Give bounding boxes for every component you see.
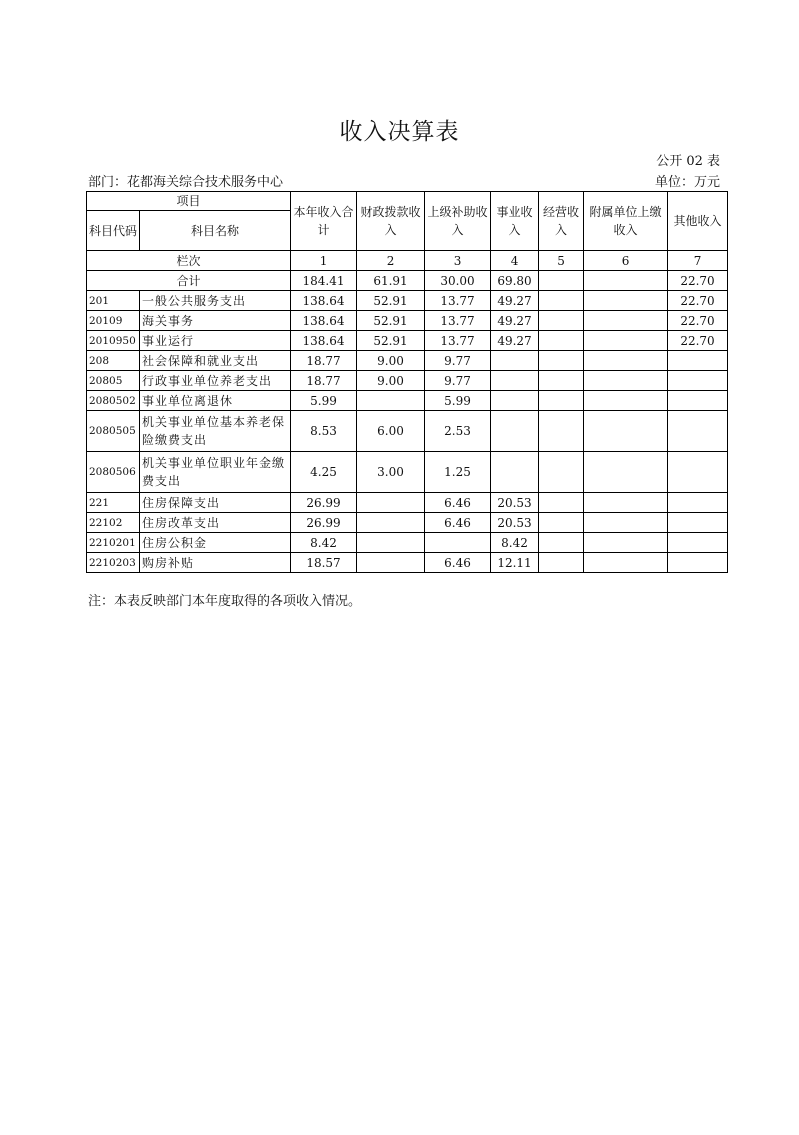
subject-code: 2210201 [87,533,140,553]
table-row [87,331,728,351]
amount-cell: 9.77 [425,351,491,371]
amount-cell [584,533,668,553]
amount-cell: 6.00 [357,411,425,452]
header-col1: 本年收入合计 [291,192,357,251]
header-col6: 附属单位上缴收入 [584,192,668,251]
amount-cell [584,331,668,351]
column-number: 6 [584,251,668,271]
page-title: 收入决算表 [339,119,460,145]
subject-name: 住房改革支出 [140,513,291,533]
amount-cell [584,291,668,311]
amount-cell [539,553,584,573]
amount-cell [584,493,668,513]
column-number-label: 栏次 [87,251,291,271]
amount-cell: 52.91 [357,311,425,331]
amount-cell: 9.00 [357,371,425,391]
amount-cell [668,351,728,371]
amount-cell [539,391,584,411]
amount-cell [491,371,539,391]
header-project: 项目 [87,192,291,211]
subject-code: 201 [87,291,140,311]
amount-cell [584,553,668,573]
table-row [87,411,728,452]
subject-name: 社会保障和就业支出 [140,351,291,371]
amount-cell [668,391,728,411]
column-number: 2 [357,251,425,271]
column-number-row [87,251,728,271]
department-label: 部门：花都海关综合技术服务中心 [88,175,284,190]
amount-cell: 9.77 [425,371,491,391]
amount-cell [491,411,539,452]
amount-cell: 26.99 [291,493,357,513]
amount-cell [357,553,425,573]
total-value [584,271,668,291]
unit-label: 单位：万元 [654,175,720,190]
subject-code: 20109 [87,311,140,331]
amount-cell [539,411,584,452]
subject-name: 机关事业单位基本养老保险缴费支出 [140,411,291,452]
header-col2: 财政拨款收入 [357,192,425,251]
amount-cell: 22.70 [668,311,728,331]
amount-cell [539,371,584,391]
total-value: 22.70 [668,271,728,291]
footnote: 注：本表反映部门本年度取得的各项收入情况。 [88,594,362,609]
subject-name: 一般公共服务支出 [140,291,291,311]
table-row [87,311,728,331]
amount-cell: 12.11 [491,553,539,573]
amount-cell: 3.00 [357,452,425,493]
total-value: 61.91 [357,271,425,291]
amount-cell: 26.99 [291,513,357,533]
subject-name: 机关事业单位职业年金缴费支出 [140,452,291,493]
amount-cell: 49.27 [491,291,539,311]
amount-cell [668,513,728,533]
subject-code: 20805 [87,371,140,391]
subject-code: 22102 [87,513,140,533]
amount-cell: 18.77 [291,371,357,391]
table-row [87,533,728,553]
amount-cell: 5.99 [425,391,491,411]
total-value: 69.80 [491,271,539,291]
amount-cell [539,513,584,533]
subject-code: 208 [87,351,140,371]
amount-cell: 8.42 [291,533,357,553]
total-row [87,271,728,291]
amount-cell: 52.91 [357,291,425,311]
total-label: 合计 [87,271,291,291]
total-value: 184.41 [291,271,357,291]
amount-cell [491,391,539,411]
amount-cell [668,533,728,553]
amount-cell: 22.70 [668,291,728,311]
header-code: 科目代码 [87,211,140,251]
subject-name: 住房保障支出 [140,493,291,513]
amount-cell: 5.99 [291,391,357,411]
amount-cell: 2.53 [425,411,491,452]
amount-cell [539,351,584,371]
subject-code: 2080502 [87,391,140,411]
amount-cell: 18.77 [291,351,357,371]
column-number: 3 [425,251,491,271]
amount-cell [539,452,584,493]
table-row [87,351,728,371]
amount-cell [357,493,425,513]
amount-cell: 1.25 [425,452,491,493]
amount-cell [584,311,668,331]
column-number: 7 [668,251,728,271]
amount-cell [584,391,668,411]
amount-cell: 22.70 [668,331,728,351]
amount-cell: 6.46 [425,513,491,533]
amount-cell [491,351,539,371]
subject-code: 2080505 [87,411,140,452]
subject-code: 2080506 [87,452,140,493]
amount-cell: 20.53 [491,513,539,533]
amount-cell: 8.42 [491,533,539,553]
header-name: 科目名称 [140,211,291,251]
amount-cell: 9.00 [357,351,425,371]
amount-cell: 52.91 [357,331,425,351]
amount-cell: 138.64 [291,291,357,311]
subject-name: 住房公积金 [140,533,291,553]
subject-name: 购房补贴 [140,553,291,573]
amount-cell [668,493,728,513]
total-value [539,271,584,291]
amount-cell: 13.77 [425,291,491,311]
table-row [87,493,728,513]
table-row [87,553,728,573]
amount-cell: 49.27 [491,311,539,331]
header-col3: 上级补助收入 [425,192,491,251]
subject-code: 2010950 [87,331,140,351]
table-row [87,391,728,411]
amount-cell: 6.46 [425,553,491,573]
subject-code: 221 [87,493,140,513]
table-row [87,513,728,533]
column-number: 1 [291,251,357,271]
amount-cell [668,411,728,452]
table-row [87,291,728,311]
amount-cell [584,452,668,493]
amount-cell: 13.77 [425,311,491,331]
table-row [87,371,728,391]
amount-cell: 6.46 [425,493,491,513]
amount-cell: 138.64 [291,331,357,351]
amount-cell: 13.77 [425,331,491,351]
column-number: 5 [539,251,584,271]
amount-cell: 8.53 [291,411,357,452]
amount-cell [539,533,584,553]
amount-cell: 20.53 [491,493,539,513]
amount-cell [357,513,425,533]
amount-cell [425,533,491,553]
subject-name: 海关事务 [140,311,291,331]
subject-name: 事业单位离退休 [140,391,291,411]
form-number: 公开 02 表 [656,154,720,169]
subject-name: 行政事业单位养老支出 [140,371,291,391]
subject-name: 事业运行 [140,331,291,351]
total-value: 30.00 [425,271,491,291]
amount-cell: 4.25 [291,452,357,493]
amount-cell [584,411,668,452]
revenue-table [86,191,728,573]
subject-code: 2210203 [87,553,140,573]
amount-cell [584,351,668,371]
amount-cell [584,513,668,533]
amount-cell [584,371,668,391]
amount-cell [357,391,425,411]
amount-cell [668,553,728,573]
amount-cell [539,331,584,351]
table-row [87,452,728,493]
amount-cell: 18.57 [291,553,357,573]
amount-cell: 138.64 [291,311,357,331]
header-col5: 经营收入 [539,192,584,251]
amount-cell [357,533,425,553]
header-col4: 事业收入 [491,192,539,251]
amount-cell [539,291,584,311]
amount-cell [668,371,728,391]
amount-cell [539,493,584,513]
amount-cell [539,311,584,331]
amount-cell: 49.27 [491,331,539,351]
amount-cell [668,452,728,493]
amount-cell [491,452,539,493]
header-col7: 其他收入 [668,192,728,251]
column-number: 4 [491,251,539,271]
